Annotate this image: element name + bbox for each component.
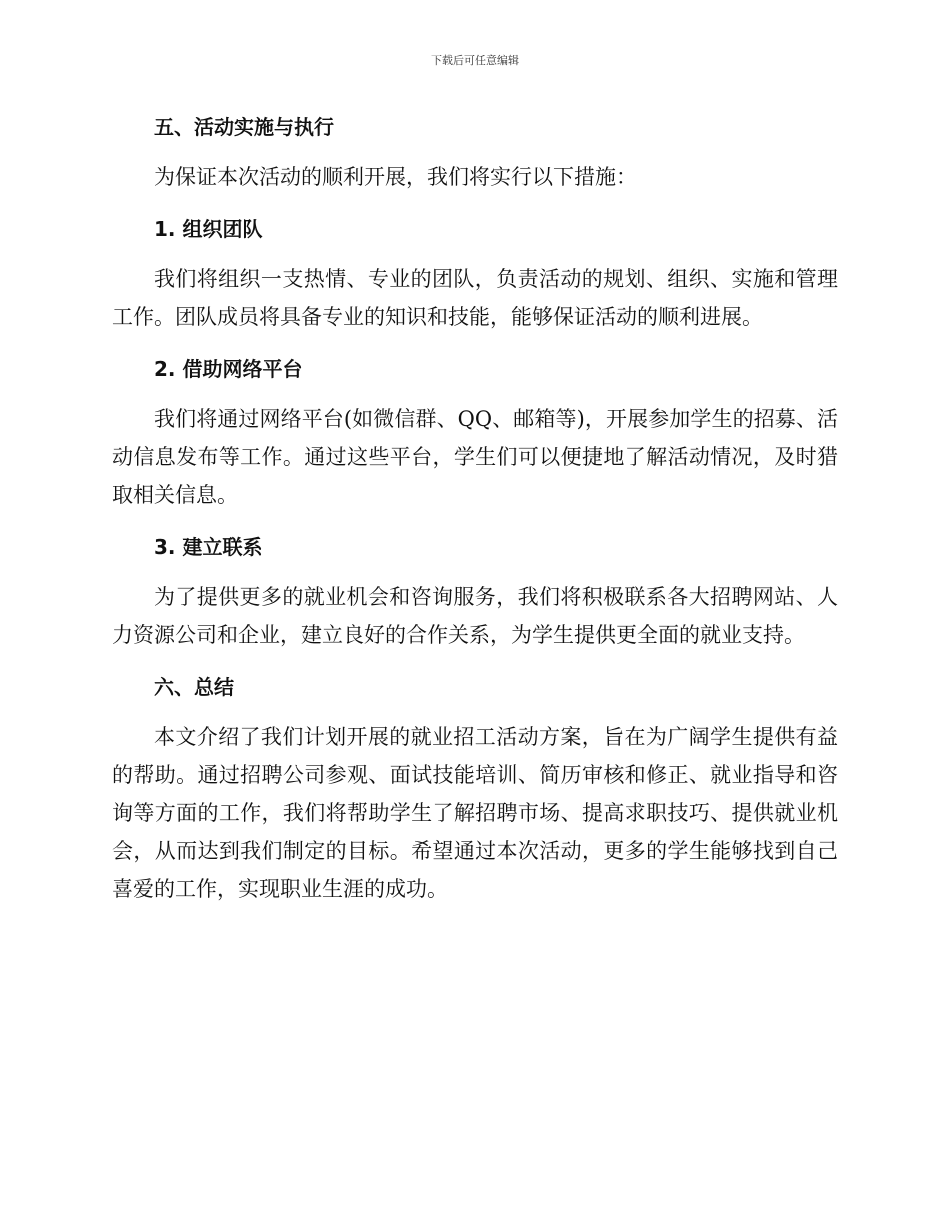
subsection-organize-team-body: 我们将组织一支热情、专业的团队，负责活动的规划、组织、实施和管理工作。团队成员将具备专业的知识和技能，能够保证活动的顺利进展。 (112, 267, 838, 329)
document-body (112, 110, 838, 924)
section-six-heading: 六、总结 (154, 675, 234, 699)
section-six-body: 本文介绍了我们计划开展的就业招工活动方案，旨在为广阔学生提供有益的帮助。通过招聘公司参观、面试技能培训、简历审核和修正、就业指导和咨询等方面的工作，我们将帮助学生了解招聘市场、提高求职技巧、提供就业机会，从而达到我们制定的目标。希望通过本次活动，更多的学生能够找到自己喜爱的工作，实现职业生涯的成功。 (112, 725, 838, 901)
subsection-network-platform-body: 我们将通过网络平台(如微信群、QQ、邮箱等)，开展参加学生的招募、活动信息发布等工作。通过这些平台，学生们可以便捷地了解活动情况，及时猎取相关信息。 (112, 407, 838, 507)
subsection-organize-team-heading: 1. 组织团队 (154, 217, 263, 241)
section-five-intro: 为保证本次活动的顺利开展，我们将实行以下措施： (154, 165, 637, 189)
subsection-build-contacts-body: 为了提供更多的就业机会和咨询服务，我们将积极联系各大招聘网站、人力资源公司和企业，建立良好的合作关系，为学生提供更全面的就业支持。 (112, 585, 838, 647)
page-header: 下载后可任意编辑 (431, 54, 519, 67)
subsection-network-platform-heading: 2. 借助网络平台 (154, 357, 303, 381)
subsection-build-contacts-heading: 3. 建立联系 (154, 535, 263, 559)
section-five-heading: 五、活动实施与执行 (154, 115, 334, 139)
